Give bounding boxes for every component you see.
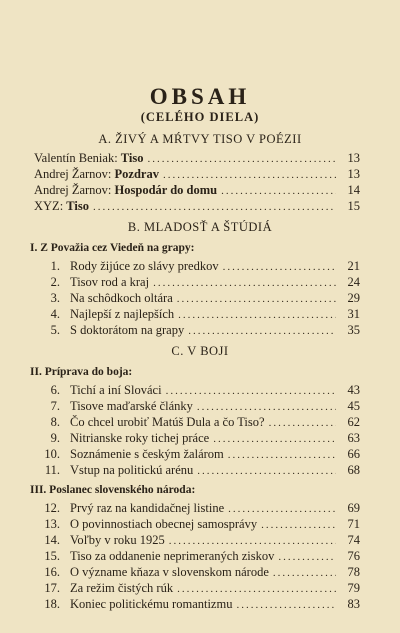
- toc-entry: 16. O význame kňaza v slovenskom národe ..... 78: [24, 564, 360, 580]
- toc-entry: 8. Čo chcel urobiť Matúš Dula a čo Tiso? ..... 62: [24, 414, 360, 430]
- toc-entry: 5. S doktorátom na grapy ..... 35: [24, 322, 360, 338]
- chapter-heading: III. Poslanec slovenského národa:: [30, 484, 196, 496]
- toc-entry: Andrej Žarnov: Pozdrav ..... 13: [34, 166, 360, 182]
- toc-entry: 14. Voľby v roku 1925 ..... 74: [24, 532, 360, 548]
- toc-entry: 9. Nitrianske roky tichej práce ..... 63: [24, 430, 360, 446]
- toc-entry: 12. Prvý raz na kandidačnej listine ..... 69: [24, 500, 360, 516]
- page-subtitle: (CELÉHO DIELA): [140, 110, 260, 124]
- section-a-heading: A. ŽIVÝ A MŔTVY TISO V POÉZII: [98, 132, 302, 146]
- page-title: OBSAH: [149, 84, 251, 109]
- toc-entry: 4. Najlepší z najlepších ..... 31: [24, 306, 360, 322]
- toc-entry: 11. Vstup na politickú arénu ..... 68: [24, 462, 360, 478]
- section-c-heading: C. V BOJI: [171, 344, 229, 358]
- toc-entry: 18. Koniec politickému romantizmu ..... 83: [24, 596, 360, 612]
- toc-entry: Valentín Beniak: Tiso ..... 13: [34, 150, 360, 166]
- toc-entry: 17. Za režim čistých rúk ..... 79: [24, 580, 360, 596]
- toc-entry: 7. Tisove maďarské články ..... 45: [24, 398, 360, 414]
- toc-entry: 3. Na schôdkoch oltára ..... 29: [24, 290, 360, 306]
- toc-entry: 10. Soznámenie s českým žalárom ..... 66: [24, 446, 360, 462]
- toc-entry: 1. Rody žijúce zo slávy predkov ..... 21: [24, 258, 360, 274]
- toc-entry: 2. Tisov rod a kraj ..... 24: [24, 274, 360, 290]
- toc-entry: 6. Tichí a iní Slováci ..... 43: [24, 382, 360, 398]
- toc-entry: 13. O povinnostiach obecnej samosprávy ..... 71: [24, 516, 360, 532]
- section-b-heading: B. MLADOSŤ A ŠTÚDIÁ: [127, 220, 273, 234]
- toc-entry: 15. Tiso za oddanenie neprimeraných ziskov ..... 76: [24, 548, 360, 564]
- chapter-heading: I. Z Považia cez Viedeň na grapy:: [30, 242, 195, 254]
- toc-entry: Andrej Žarnov: Hospodár do domu ..... 14: [34, 182, 360, 198]
- toc-entry: XYZ: Tiso ..... 15: [34, 198, 360, 214]
- chapter-heading: II. Príprava do boja:: [30, 366, 133, 378]
